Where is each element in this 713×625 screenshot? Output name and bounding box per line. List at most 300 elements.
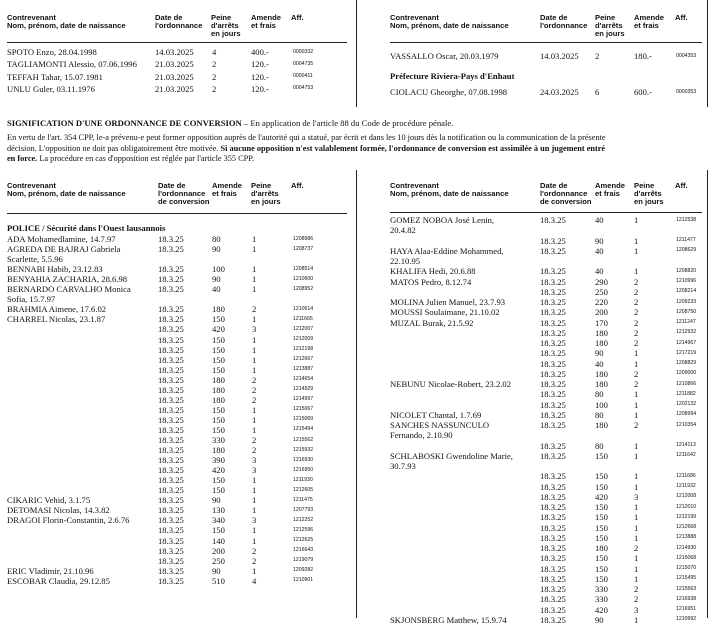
row-peine: 2 xyxy=(252,304,257,315)
row-aff: 1212008 xyxy=(676,493,697,500)
row-peine: 1 xyxy=(634,553,639,564)
header-rule-bl xyxy=(7,213,347,214)
notice-title: SIGNIFICATION D'UNE ORDONNANCE DE CONVERSION xyxy=(7,118,242,128)
row-peine: 1 xyxy=(252,334,257,345)
row-date: 18.3.25 xyxy=(540,543,566,553)
row-peine: 2 xyxy=(634,379,639,389)
right-border-bottom xyxy=(707,170,708,618)
row-aff: 1207793 xyxy=(293,506,314,513)
row-date: 18.3.25 xyxy=(540,317,566,328)
row-aff: 1215932 xyxy=(293,446,314,453)
row-name: CIOLACU Gheorghe, 07.08.1998 xyxy=(390,87,508,97)
row-date: 18.3.25 xyxy=(158,495,184,506)
row-peine: 1 xyxy=(252,354,257,365)
row-aff: 1212625 xyxy=(293,537,314,543)
row-aff: 1212009 xyxy=(293,336,314,342)
row-peine: 3 xyxy=(634,604,639,615)
row-date: 18.3.25 xyxy=(540,604,566,615)
row-amende: 80 xyxy=(595,389,604,400)
header-contrevenant: Contrevenant Nom, prénom, date de naissance xyxy=(7,13,126,30)
row-aff: 1215495 xyxy=(676,575,697,582)
row-aff: 0000411 xyxy=(293,73,313,80)
row-aff: 0004735 xyxy=(293,60,314,67)
row-aff: 1213887 xyxy=(293,366,314,373)
row-amende: 150 xyxy=(212,525,225,536)
row-peine: 2 xyxy=(595,51,600,61)
row-peine: 3 xyxy=(252,465,257,476)
row-name: SANCHES NASSUNCULO xyxy=(390,420,490,430)
row-aff: 1214967 xyxy=(676,339,697,346)
row-aff: 1210992 xyxy=(676,616,697,623)
row-aff: 1212252 xyxy=(293,516,314,523)
row-amende: 90 xyxy=(212,565,221,576)
row-date: 18.3.25 xyxy=(158,284,184,295)
row-peine: 2 xyxy=(212,71,217,82)
row-name: NEBUNU Nicolae-Robert, 23.2.02 xyxy=(390,379,512,389)
row-peine: 1 xyxy=(634,235,639,246)
row-date: 18.3.25 xyxy=(158,485,184,496)
row-peine: 1 xyxy=(634,471,639,482)
row-amende: 150 xyxy=(595,522,608,533)
row-date: 18.3.25 xyxy=(540,266,566,277)
row-date: 18.3.25 xyxy=(158,244,184,255)
row-amende: 100 xyxy=(595,399,608,410)
row-aff: 1212198 xyxy=(293,346,314,353)
row-amende: 150 xyxy=(212,414,225,425)
row-name: MUZAL Burak, 21.5.92 xyxy=(390,317,474,328)
row-peine: 2 xyxy=(634,327,639,338)
row-date: 18.3.25 xyxy=(158,424,184,435)
row-amende: 420 xyxy=(212,465,225,476)
row-date: 18.3.25 xyxy=(540,409,566,420)
row-peine: 1 xyxy=(252,535,257,546)
row-aff: 1211475 xyxy=(293,496,313,503)
row-aff: 1215563 xyxy=(676,585,697,592)
row-peine: 1 xyxy=(634,440,639,451)
row-aff: 1212596 xyxy=(293,526,314,533)
right-border-top xyxy=(707,0,708,107)
row-amende: 420 xyxy=(595,604,608,615)
row-date: 18.3.25 xyxy=(540,327,566,338)
bottom-right-table xyxy=(390,215,702,625)
row-amende: 120.- xyxy=(251,59,269,70)
row-amende: 90 xyxy=(212,495,221,506)
row-aff: 1211932 xyxy=(676,483,696,489)
row-name: GOMEZ NOBOA José Lenin, xyxy=(390,215,495,225)
row-peine: 1 xyxy=(634,215,639,225)
row-aff: 1215562 xyxy=(293,436,314,443)
row-aff: 1214654 xyxy=(293,376,314,383)
row-date: 18.3.25 xyxy=(540,368,566,379)
row-amende: 90 xyxy=(595,614,604,625)
row-peine: 4 xyxy=(252,575,257,586)
row-peine: 1 xyxy=(634,399,639,410)
row-peine: 2 xyxy=(634,368,639,379)
row-peine: 1 xyxy=(634,389,639,400)
row-amende: 180 xyxy=(212,394,225,405)
header-aff-br: Aff. xyxy=(675,181,688,190)
row-amende: 200 xyxy=(595,307,608,318)
row-amende: 180 xyxy=(595,327,608,338)
row-amende: 250 xyxy=(595,286,608,297)
column-divider-bottom xyxy=(356,170,357,618)
row-date: 21.03.2025 xyxy=(155,59,194,70)
row-date: 18.3.25 xyxy=(158,354,184,365)
header-aff-bl: Aff. xyxy=(291,181,304,190)
notice-title-rest: – En application de l'article 88 du Code de procédure pénale. xyxy=(241,118,454,128)
row-aff: 1212007 xyxy=(293,325,314,332)
notice-line-3: en force. La procédure en cas d'opposition est réglée par l'article 355 CPP. xyxy=(7,154,255,164)
row-amende: 600.- xyxy=(634,87,652,97)
row-amende: 150 xyxy=(595,502,608,512)
row-amende: 120.- xyxy=(251,83,269,94)
row-aff: 1202132 xyxy=(676,401,697,407)
row-peine: 6 xyxy=(595,87,600,97)
row-peine: 1 xyxy=(634,512,639,523)
row-date: 18.3.25 xyxy=(540,471,566,482)
row-amende: 170 xyxy=(595,317,608,328)
header-peine: Peine d'arrêts en jours xyxy=(211,13,241,38)
row-peine: 1 xyxy=(252,495,257,506)
row-amende: 80 xyxy=(595,440,604,451)
column-divider-top xyxy=(356,0,357,107)
row-name-cont: 30.7.93 xyxy=(390,461,416,471)
row-date: 18.3.25 xyxy=(540,573,566,584)
row-aff: 1210996 xyxy=(676,278,697,284)
row-date: 18.3.25 xyxy=(158,555,184,566)
row-aff: 0000353 xyxy=(676,88,697,95)
row-amende: 130 xyxy=(212,505,225,516)
row-peine: 1 xyxy=(634,245,639,256)
row-amende: 150 xyxy=(595,471,608,482)
row-date: 18.3.25 xyxy=(540,594,566,605)
row-amende: 330 xyxy=(595,584,608,594)
row-date: 18.3.25 xyxy=(158,455,184,466)
header-aff: Aff. xyxy=(291,13,304,22)
row-peine: 2 xyxy=(252,555,257,566)
row-amende: 150 xyxy=(212,344,225,355)
row-amende: 180.- xyxy=(634,51,652,61)
row-amende: 250 xyxy=(212,555,225,566)
row-amende: 80 xyxy=(212,234,221,244)
row-peine: 1 xyxy=(252,244,257,255)
row-aff: 1216938 xyxy=(676,595,697,602)
row-date: 18.3.25 xyxy=(540,215,566,225)
row-aff: 1211642 xyxy=(676,452,696,459)
row-date: 18.3.25 xyxy=(158,384,184,395)
row-name: MATOS Pedro, 8.12.74 xyxy=(390,276,472,287)
row-amende: 90 xyxy=(212,244,221,255)
row-peine: 1 xyxy=(252,565,257,576)
row-amende: 330 xyxy=(595,594,608,605)
row-date: 18.3.25 xyxy=(540,512,566,523)
row-peine: 2 xyxy=(634,420,639,430)
row-aff: 1212605 xyxy=(293,486,314,493)
row-peine: 1 xyxy=(252,424,257,435)
row-amende: 400.- xyxy=(251,47,269,57)
row-name: NICOLET Chantal, 1.7.69 xyxy=(390,409,482,420)
row-date: 18.3.25 xyxy=(540,563,566,574)
row-name: BENNABI Habib, 23.12.83 xyxy=(7,264,103,275)
row-date: 18.3.25 xyxy=(158,374,184,385)
row-amende: 290 xyxy=(595,276,608,287)
row-amende: 150 xyxy=(595,450,608,461)
row-name: ADA Mohamedlamine, 14.7.97 xyxy=(7,234,116,244)
row-peine: 1 xyxy=(252,364,257,375)
row-amende: 150 xyxy=(212,334,225,345)
row-aff: 1214930 xyxy=(676,544,697,551)
row-aff: 1210600 xyxy=(293,275,314,282)
row-aff: 1216951 xyxy=(676,606,697,612)
row-peine: 1 xyxy=(634,450,639,461)
row-aff: 1215070 xyxy=(676,565,697,571)
row-date: 18.3.25 xyxy=(158,445,184,456)
row-date: 14.03.2025 xyxy=(540,51,579,61)
row-aff: 1208986 xyxy=(293,235,314,242)
row-date: 18.3.25 xyxy=(540,491,566,502)
row-peine: 1 xyxy=(252,525,257,536)
row-amende: 140 xyxy=(212,535,225,546)
row-amende: 330 xyxy=(212,435,225,445)
row-aff: 1212668 xyxy=(676,524,697,530)
row-amende: 180 xyxy=(212,374,225,385)
row-aff: 1214113 xyxy=(676,442,696,448)
row-name: CIKARIC Vehid, 3.1.75 xyxy=(7,495,91,506)
row-amende: 90 xyxy=(595,235,604,246)
row-aff: 1210614 xyxy=(293,305,314,312)
row-amende: 390 xyxy=(212,455,225,466)
row-name: MOUSSI Soulaimane, 21.10.02 xyxy=(390,307,500,318)
row-peine: 2 xyxy=(252,384,257,395)
row-aff: 1212010 xyxy=(676,503,697,510)
row-date: 18.3.25 xyxy=(540,245,566,256)
row-peine: 2 xyxy=(634,594,639,605)
row-peine: 3 xyxy=(252,515,257,526)
header-date-br: Date de l'ordonnance de conversion xyxy=(540,181,592,206)
row-peine: 1 xyxy=(634,481,639,492)
row-amende: 150 xyxy=(212,475,225,486)
row-name: TAGLIAMONTI Alessio, 07.06.1996 xyxy=(7,59,137,70)
row-name: SKJONSBERG Matthew, 15.9.74 xyxy=(390,614,507,625)
row-aff: 1211686 xyxy=(676,472,696,479)
row-peine: 2 xyxy=(252,435,257,445)
row-name: KHALIFA Hedi, 20.6.88 xyxy=(390,266,476,277)
row-aff: 1215069 xyxy=(293,416,314,423)
row-date: 18.3.25 xyxy=(540,348,566,359)
row-name-cont: 20.4.82 xyxy=(390,225,416,236)
row-amende: 100 xyxy=(212,264,225,275)
row-name-cont: Sofia, 15.7.97 xyxy=(7,294,56,305)
row-date: 18.3.25 xyxy=(540,389,566,400)
row-peine: 1 xyxy=(634,563,639,574)
row-aff: 1212538 xyxy=(676,216,697,223)
row-date: 18.3.25 xyxy=(158,515,184,526)
row-date: 18.3.25 xyxy=(158,274,184,285)
row-aff: 1216930 xyxy=(293,456,314,463)
row-peine: 1 xyxy=(252,485,257,496)
header-amende-bl: Amende et frais xyxy=(212,181,242,198)
row-amende: 40 xyxy=(595,245,604,256)
header-contrevenant-br: Contrevenant Nom, prénom, date de naissance xyxy=(390,181,509,198)
row-peine: 2 xyxy=(212,83,217,94)
row-date: 21.03.2025 xyxy=(155,71,194,82)
row-date: 18.3.25 xyxy=(540,450,566,461)
row-date: 18.3.25 xyxy=(158,264,184,275)
row-aff: 1209233 xyxy=(676,298,697,305)
row-date: 18.3.25 xyxy=(158,535,184,546)
row-date: 18.3.25 xyxy=(540,481,566,492)
row-amende: 180 xyxy=(595,543,608,553)
row-date: 18.3.25 xyxy=(540,297,566,307)
row-date: 18.3.25 xyxy=(158,324,184,335)
row-date: 14.03.2025 xyxy=(155,47,194,57)
row-date: 18.3.25 xyxy=(158,394,184,405)
row-peine: 3 xyxy=(252,324,257,335)
row-aff: 1211477 xyxy=(676,237,696,243)
row-aff: 1212199 xyxy=(676,513,697,520)
row-peine: 2 xyxy=(252,394,257,405)
row-date: 18.3.25 xyxy=(158,545,184,556)
header-peine-right: Peine d'arrêts en jours xyxy=(595,13,625,38)
row-aff: 1210866 xyxy=(676,380,697,387)
row-amende: 40 xyxy=(595,215,604,225)
row-date: 18.3.25 xyxy=(540,420,566,430)
row-name: DRAGOI Florin-Constantin, 2.6.76 xyxy=(7,515,130,526)
row-aff: 1216643 xyxy=(293,547,314,554)
header-date-right: Date de l'ordonnance xyxy=(540,13,588,30)
row-peine: 2 xyxy=(252,374,257,385)
row-date: 18.3.25 xyxy=(540,440,566,451)
row-date: 18.3.25 xyxy=(158,314,184,325)
row-peine: 1 xyxy=(634,266,639,277)
row-amende: 420 xyxy=(595,491,608,502)
row-peine: 3 xyxy=(252,455,257,466)
row-date: 18.3.25 xyxy=(540,286,566,297)
row-aff: 0004353 xyxy=(676,52,697,59)
header-contrevenant-bl: Contrevenant Nom, prénom, date de naissance xyxy=(7,181,126,198)
row-aff: 1215494 xyxy=(293,426,314,433)
row-amende: 150 xyxy=(212,424,225,435)
row-aff: 1212932 xyxy=(676,329,697,336)
row-aff: 1211882 xyxy=(676,390,696,397)
row-date: 18.3.25 xyxy=(158,234,184,244)
row-date: 18.3.25 xyxy=(158,404,184,415)
row-name: AGREDA DE BAJRAJ Gabriela xyxy=(7,244,121,255)
row-peine: 2 xyxy=(212,59,217,70)
row-peine: 1 xyxy=(252,284,257,295)
row-date: 18.3.25 xyxy=(158,465,184,476)
row-peine: 1 xyxy=(252,264,257,275)
row-amende: 150 xyxy=(212,314,225,325)
row-date: 18.3.25 xyxy=(158,565,184,576)
row-amende: 90 xyxy=(212,274,221,285)
row-date: 18.3.25 xyxy=(540,338,566,348)
row-peine: 1 xyxy=(252,404,257,415)
row-date: 18.3.25 xyxy=(540,584,566,594)
row-amende: 180 xyxy=(595,368,608,379)
header-aff-right: Aff. xyxy=(675,13,688,22)
row-name: MOLINA Julien Manuel, 23.7.93 xyxy=(390,297,506,307)
row-peine: 1 xyxy=(634,502,639,512)
row-date: 18.3.25 xyxy=(158,575,184,586)
row-amende: 150 xyxy=(595,573,608,584)
row-peine: 1 xyxy=(634,532,639,543)
row-aff: 1208514 xyxy=(293,265,314,272)
row-amende: 150 xyxy=(595,553,608,564)
row-date: 18.3.25 xyxy=(158,414,184,425)
row-peine: 4 xyxy=(212,47,217,57)
row-peine: 2 xyxy=(634,297,639,307)
row-date: 18.3.25 xyxy=(158,435,184,445)
top-right-table xyxy=(390,52,702,64)
row-aff: 0000332 xyxy=(293,48,314,55)
row-date: 18.3.25 xyxy=(540,358,566,369)
row-name: BENYAHIA ZACHARIA, 28.6.98 xyxy=(7,274,128,285)
row-date: 18.3.25 xyxy=(540,276,566,287)
row-date: 18.3.25 xyxy=(158,334,184,345)
row-aff: 1209282 xyxy=(293,567,314,574)
row-name: HAYA Alaa-Eddine Mohammed, xyxy=(390,245,504,256)
row-date: 18.3.25 xyxy=(540,532,566,543)
row-name: SCHLABOSKI Gwendoline Marie, xyxy=(390,450,513,461)
row-peine: 2 xyxy=(634,317,639,328)
row-date: 18.3.25 xyxy=(540,235,566,246)
row-amende: 180 xyxy=(212,445,225,456)
row-peine: 1 xyxy=(252,234,257,244)
row-amende: 200 xyxy=(212,545,225,556)
row-peine: 2 xyxy=(634,307,639,318)
row-amende: 180 xyxy=(595,420,608,430)
row-date: 18.3.25 xyxy=(158,525,184,536)
row-aff: 1215068 xyxy=(676,554,697,561)
row-aff: 1209000 xyxy=(676,370,697,377)
row-aff: 1215067 xyxy=(293,406,314,413)
row-amende: 40 xyxy=(212,284,221,295)
row-amende: 180 xyxy=(595,338,608,348)
row-amende: 40 xyxy=(595,266,604,277)
row-aff: 1214997 xyxy=(293,396,314,403)
row-name-cont: Fernando, 2.10.90 xyxy=(390,430,453,441)
top-left-table xyxy=(7,48,347,98)
prefecture-title: Préfecture Riviera-Pays d'Enhaut xyxy=(390,71,515,81)
row-aff: 1211665 xyxy=(293,315,313,322)
notice-heading xyxy=(7,119,453,128)
row-amende: 150 xyxy=(212,364,225,375)
row-date: 18.3.25 xyxy=(158,344,184,355)
row-peine: 1 xyxy=(634,573,639,584)
row-date: 18.3.25 xyxy=(158,304,184,315)
row-aff: 1210901 xyxy=(293,577,314,584)
row-peine: 2 xyxy=(634,276,639,287)
row-peine: 2 xyxy=(634,338,639,348)
row-aff: 1213888 xyxy=(676,534,697,541)
row-name: ERIC Vladimir, 21.10.96 xyxy=(7,565,94,576)
row-amende: 40 xyxy=(595,358,604,369)
row-peine: 1 xyxy=(252,274,257,285)
row-amende: 510 xyxy=(212,575,225,586)
row-peine: 1 xyxy=(252,475,257,486)
row-peine: 3 xyxy=(634,491,639,502)
row-aff: 1219079 xyxy=(293,557,314,564)
row-aff: 1208820 xyxy=(676,267,697,274)
row-name: BRAHMIA Aimene, 17.6.02 xyxy=(7,304,107,315)
row-aff: 1208737 xyxy=(293,245,314,252)
notice-line-2: décision. L'opposition ne doit pas obligatoirement être motivée. Si aucune opposition n'est valablement formée, l'ordonnance de conversion est assimilée à un jugement entré xyxy=(7,143,606,153)
row-date: 24.03.2025 xyxy=(540,87,579,97)
row-amende: 90 xyxy=(595,348,604,359)
row-aff: 1208952 xyxy=(293,285,314,292)
row-amende: 150 xyxy=(595,563,608,574)
